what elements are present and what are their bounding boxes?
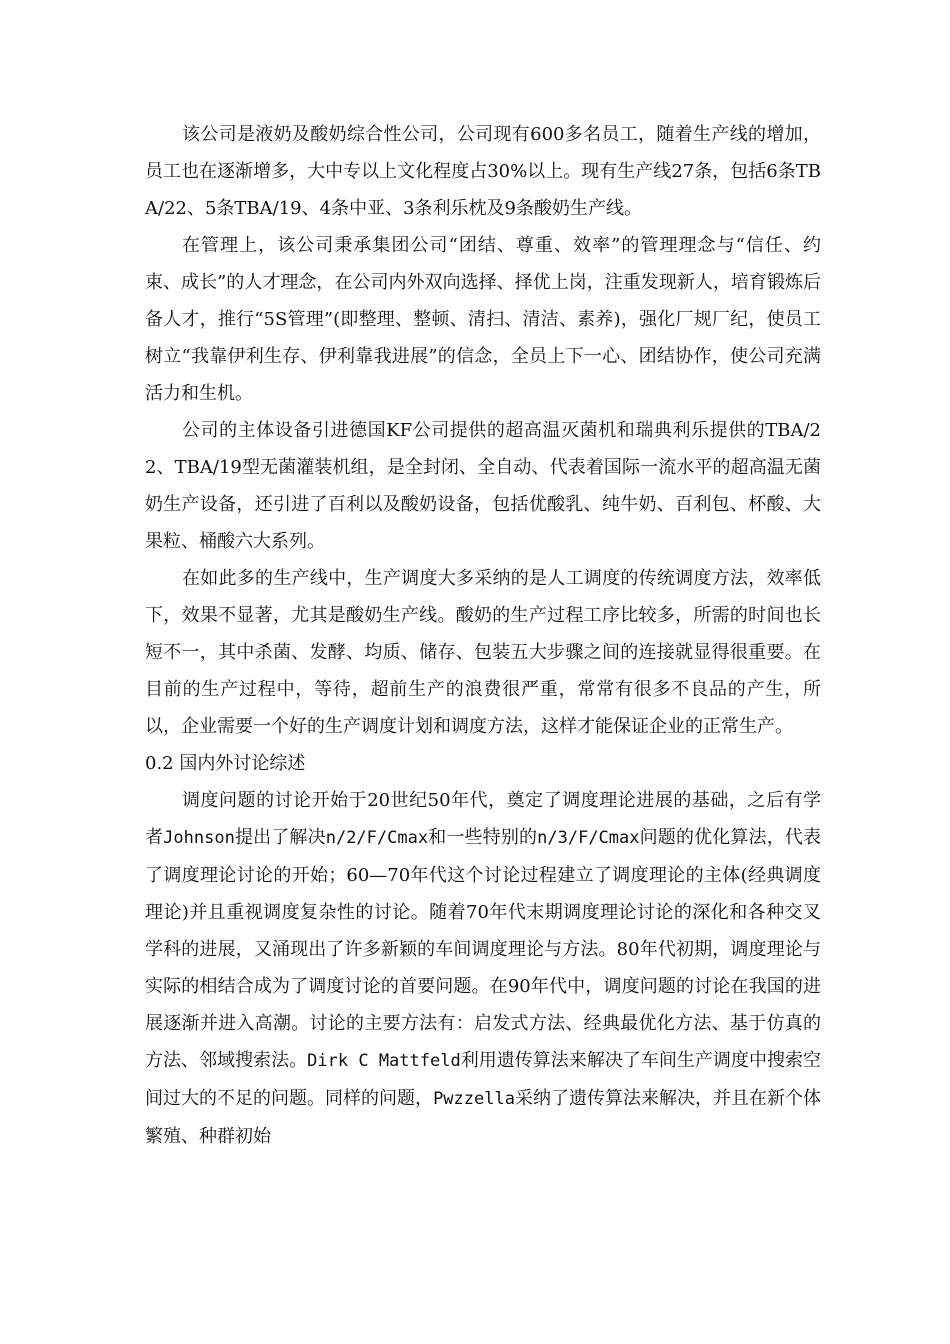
section-heading: 0.2 国内外讨论综述 — [145, 753, 306, 774]
text-run-latin: n/2/F/Cmax — [325, 828, 429, 848]
text-run: 调度问题的讨论开始于20世纪50年代，奠定了调度理论进展的基础，之后有学者 — [145, 790, 821, 848]
text-run-latin: Johnson — [163, 828, 235, 848]
paragraph-literature-review — [145, 782, 821, 1155]
text-run-latin: Pwzzella — [433, 1089, 515, 1109]
text-run: 提出了解决 — [234, 827, 326, 848]
paragraph-equipment: 公司的主体设备引进德国KF公司提供的超高温灭菌机和瑞典利乐提供的TBA/22、TBA/19型无菌灌装机组，是全封闭、全自动、代表着国际一流水平的超高温无菌奶生产设备，还引进了百利以及酸奶设备，包括优酸乳、纯牛奶、百利包、杯酸、大果粒、桶酸六大系列。 — [145, 420, 821, 552]
text-run: 利用遗传算法来解决了车间生产调度中搜索空间过大的不足的问题。同样的问题， — [145, 1050, 822, 1109]
paragraph-scheduling-problem: 在如此多的生产线中，生产调度大多采纳的是人工调度的传统调度方法，效率低下，效果不显著，尤其是酸奶生产线。酸奶的生产过程工序比较多，所需的时间也长短不一，其中杀菌、发酵、均质、储存、包装五大步骤之间的连接就显得很重要。在目前的生产过程中，等待，超前生产的浪费很严重，常常有很多不良品的产生，所以，企业需要一个好的生产调度计划和调度方法，这样才能保证企业的正常生产。 — [145, 568, 821, 737]
text-run: 采纳了遗传算法来解决，并且在新个体繁殖、种群初始 — [145, 1088, 822, 1147]
text-run-latin: Dirk C Mattfeld — [307, 1051, 461, 1071]
text-run: 问题的优化算法，代表了调度理论讨论的开始；60—70年代这个讨论过程建立了调度理论的主体(经典调度理论)并且重视调度复杂性的讨论。随着70年代末期调度理论讨论的深化和各种交叉学科的进展，又涌现出了许多新颖的车间调度理论与方法。80年代初期，调度理论与实际的相结合成为了调度讨论的首要问题。在90年代中，调度问题的讨论在我国的进展逐渐并进入高潮。讨论的主要方法有：启发式方法、经典最优化方法、基于仿真的方法、邻域搜索法。 — [145, 827, 822, 1071]
paragraph-company-overview: 该公司是液奶及酸奶综合性公司，公司现有600多名员工，随着生产线的增加，员工也在逐渐增多，大中专以上文化程度占30%以上。现有生产线27条，包括6条TBA/22、5条TBA/19、4条中亚、3条利乐枕及9条酸奶生产线。 — [145, 124, 821, 219]
text-run-latin: n/3/F/Cmax — [537, 828, 640, 848]
paragraph-management: 在管理上，该公司秉承集团公司“团结、尊重、效率”的管理理念与“信任、约束、成长”的人才理念，在公司内外双向选择、择优上岗，注重发现新人，培育锻炼后备人才，推行“5S管理”(即整理、整顿、清扫、清洁、素养)，强化厂规厂纪，使员工树立“我靠伊利生存、伊利靠我进展”的信念，全员上下一心、团结协作，使公司充满活力和生机。 — [145, 235, 821, 404]
document-body — [145, 116, 821, 1155]
text-run: 和一些特别的 — [428, 827, 538, 848]
